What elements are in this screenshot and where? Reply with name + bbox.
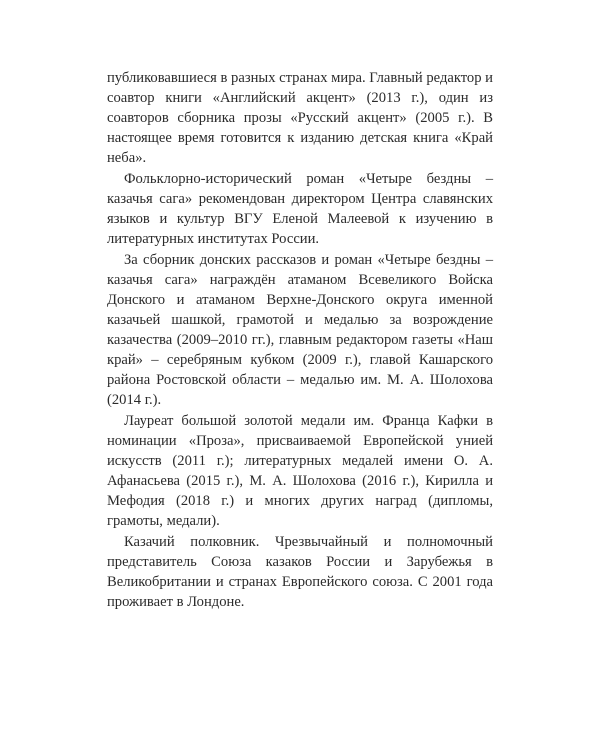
paragraph-awards-don: За сборник донских рассказов и роман «Четыре бездны – казачья сага» награждён атаманом Всевеликого Войска Донского и атаманом Верхне-Донского округа именной казачьей шашкой, грамотой и медалью за возрождение казачества (2009–2010 гг.), главным редактором газеты «Наш край» – серебряным кубком (2009 г.), главой Кашарского района Ростовской области – медалью им. М. А. Шолохова (2014 г.).	[107, 252, 493, 408]
paragraph-continuation: публиковавшиеся в разных странах мира. Главный редактор и соавтор книги «Английский акцент» (2013 г.), один из соавторов сборника прозы «Русский акцент» (2005 г.). В настоящее время готовится к изданию детская книга «Край неба».	[107, 70, 493, 166]
paragraph-novel-recommendation: Фольклорно-исторический роман «Четыре бездны – казачья сага» рекомендован директором Центра славянских языков и культур ВГУ Еленой Малеевой к изучению в литературных институтах России.	[107, 171, 493, 247]
paragraph-kafka-medal: Лауреат большой золотой медали им. Франца Кафки в номинации «Проза», присваиваемой Европейской унией искусств (2011 г.); литературных медалей имени О. А. Афанасьева (2015 г.), М. А. Шолохова (2016 г.), Кирилла и Мефодия (2018 г.) и многих других наград (дипломы, грамоты, медали).	[107, 413, 493, 529]
book-page-text	[107, 68, 493, 612]
paragraph-cossack-colonel: Казачий полковник. Чрезвычайный и полномочный представитель Союза казаков России и Зарубежья в Великобритании и странах Европейского союза. С 2001 года проживает в Лондоне.	[107, 534, 493, 610]
